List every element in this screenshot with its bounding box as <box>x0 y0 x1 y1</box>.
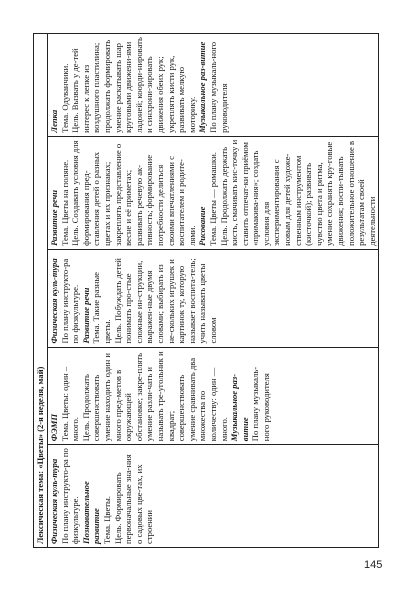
day-column <box>48 249 379 347</box>
activity-text: По плану музыкаль-ного руководителя <box>207 42 229 133</box>
activity-heading: Развитие речи <box>49 189 59 246</box>
theme-title: Лексическая тема: «Цветы» (2-я неделя, май) <box>34 34 48 548</box>
day-column <box>48 445 379 548</box>
activity-text: Тема. Такие разные цветы. <box>91 272 112 344</box>
day-column <box>48 34 379 137</box>
activity-text: Тема. Цветы: один – много. <box>59 366 81 442</box>
activity-heading: Познавательное развитие <box>80 481 102 544</box>
theme-row <box>34 34 48 548</box>
activity-text: Цель. Продолжать совершенствовать умение находить один и много пред-метов в окружающей обстановке; закре-плять умение разли-чать и называть тре-угольник и квадрат; совершенствовать умение сравнивать два множества по количеству: один — много. <box>80 351 229 442</box>
schedule-table <box>33 33 379 548</box>
activity-text: Тема. Цветы. <box>101 496 112 544</box>
activity-text: Цель. Формировать первоначальные зна-ния о садовых цве-тах, их строении <box>112 454 155 544</box>
activity-heading: ФЭМП <box>49 413 59 442</box>
activity-text: По плану инструкто-ра по физкультуре. <box>59 258 81 344</box>
activity-text: Тема. Одуванчики. <box>59 63 70 133</box>
activity-text: Цель. Создавать условия для формирования пред-ставления детей о разных цветах и их признаках; закреплять представление о весне и её приметах; развивать речевую ак-тивность; формирование потребности делиться своими впечатлениями с воспитателем и родите-лями. <box>70 140 197 246</box>
activity-heading: Музыкальное раз-витие <box>197 41 208 133</box>
activity-heading: Лепка <box>49 109 59 133</box>
activity-text: По плану музыкаль-ного руководителя <box>250 366 271 442</box>
day-column <box>48 347 379 445</box>
activity-heading: Физическая куль-тура <box>49 458 59 544</box>
activity-heading: Музыкальное раз-витие <box>229 373 250 442</box>
activity-heading: Развитие речи <box>80 287 91 344</box>
activity-text: Цель. Побуждать детей понимать про-стые сложные ин-струкции, выражен-ные двумя словами; выбирать из не-скольких игрушек и картинок ту, которую называет воспита-тель; учить называть цветы словом <box>112 258 218 344</box>
activity-heading: Рисование <box>197 206 208 246</box>
rotated-page <box>33 33 377 548</box>
activity-text: Цель. Вызвать у де-тей интерес к лепке из воздушного пластилина; продолжать формировать умение раскатывать шар круговыми движени-ями ладоней; коорди-нировать и синхрони-зировать движения обеих рук; укреплять кисти рук, развивать мелкую моторику. <box>70 37 197 133</box>
day-column <box>48 136 379 249</box>
activity-text: Цель. Продолжать держать кисть, смачивать кис-точку и ставить отпечат-ки приёмом «примакива-ния»; создать условия для экспериментирования с новым для детей художе-ственным инструментом (кисточкой); развивать чувство цвета и ритма, умение сохранять кру-говые движения; воспи-тывать положительное отношение в результатам своей деятельности <box>218 139 377 246</box>
activity-text: Тема. Цветы — ромашки. <box>207 152 218 246</box>
activity-text: По плану инструкто-ра по физкультуре. <box>59 448 81 544</box>
page-number: 145 <box>364 559 383 571</box>
activities-row <box>48 34 379 548</box>
activity-text: Тема. Цветы на поляне. <box>59 159 70 246</box>
activity-heading: Физическая куль-тура <box>49 258 59 344</box>
